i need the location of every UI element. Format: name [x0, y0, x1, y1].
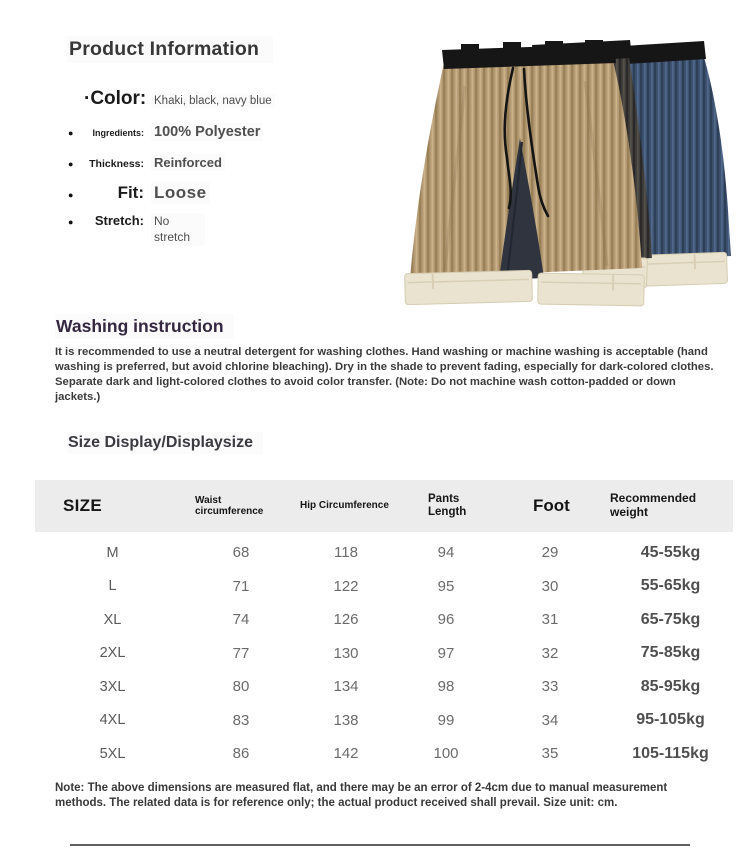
col-header-weight: Recommended weight	[610, 491, 697, 519]
spec-value-thickness: Reinforced	[151, 154, 225, 171]
cell-hip: 118	[334, 544, 358, 562]
size-table	[35, 480, 733, 771]
cell-hip: 142	[333, 745, 359, 763]
product-image-corduroy-pants	[395, 26, 745, 308]
col-header-foot: Foot	[533, 496, 570, 516]
cell-foot: 33	[541, 678, 559, 696]
size-table-header-row	[35, 480, 733, 532]
cell-pants-length: 94	[437, 544, 455, 562]
col-header-pants-length: Pants Length	[428, 492, 467, 518]
spec-label-fit: Fit:	[117, 183, 144, 202]
cell-pants-length: 100	[433, 745, 459, 763]
cell-size: 5XL	[99, 745, 126, 762]
spec-value-color: Khaki, black, navy blue	[151, 94, 275, 108]
cell-foot: 34	[541, 711, 559, 729]
cell-hip: 138	[333, 711, 359, 729]
cell-waist: 77	[232, 644, 250, 662]
spec-label-stretch: Stretch:	[94, 213, 144, 228]
spec-label-ingredients: Ingredients:	[92, 128, 144, 138]
size-display-title: Size Display/Displaysize	[67, 432, 263, 454]
table-row	[35, 603, 733, 637]
cell-waist: 83	[232, 711, 250, 729]
spec-value-fit: Loose	[151, 182, 210, 204]
col-header-size: SIZE	[63, 496, 102, 516]
cell-pants-length: 97	[437, 644, 455, 662]
cell-hip: 134	[333, 678, 359, 696]
bullet-icon: ●	[68, 128, 74, 138]
spec-value-stretch: No stretch	[151, 213, 205, 246]
washing-body: It is recommended to use a neutral detergent for washing clothes. Hand washing or machine washing is acceptable (hand washing is preferred, but avoid chlorine bleaching). Dry in the shade to prevent fading, especially for dark-colored clothes. Separate dark and light-colored clothes to avoid color transfer. (Note: Do not machine wash cotton-padded or down jackets.)	[55, 346, 714, 404]
spec-row-thickness	[68, 154, 225, 171]
cell-hip: 130	[333, 644, 359, 662]
cell-pants-length: 98	[437, 678, 455, 696]
cell-foot: 32	[541, 644, 559, 662]
spec-row-fit	[68, 182, 210, 204]
spec-label-color: ·Color:	[84, 88, 147, 109]
table-row	[35, 536, 733, 570]
cell-weight: 75-85kg	[640, 644, 701, 662]
cell-size: 3XL	[99, 678, 126, 695]
cell-weight: 45-55kg	[640, 543, 701, 561]
product-info-title: Product Information	[67, 36, 273, 63]
col-header-hip: Hip Circumference	[300, 500, 389, 512]
cell-waist: 80	[232, 678, 250, 696]
cell-foot: 29	[541, 544, 559, 562]
table-row	[35, 670, 733, 704]
cell-waist: 74	[232, 611, 250, 629]
table-row	[35, 637, 733, 671]
table-row	[35, 704, 733, 738]
washing-title: Washing instruction	[55, 314, 234, 339]
table-row	[35, 737, 733, 771]
cell-weight: 95-105kg	[636, 711, 705, 729]
cell-size: M	[106, 544, 119, 561]
cell-pants-length: 95	[437, 577, 455, 595]
cell-weight: 65-75kg	[640, 610, 701, 628]
cell-size: 2XL	[99, 645, 126, 662]
bullet-icon: ●	[68, 190, 74, 200]
bullet-icon: ●	[68, 159, 74, 169]
cell-weight: 105-115kg	[632, 744, 709, 762]
spec-label-thickness: Thickness:	[89, 158, 144, 170]
size-table-body	[35, 536, 733, 771]
size-note: Note: The above dimensions are measured flat, and there may be an error of 2-4cm due to manual measurement methods. The related data is for reference only; the actual product received shall prevail. Size unit: cm.	[55, 782, 668, 810]
cell-pants-length: 96	[437, 611, 455, 629]
spec-row-color	[68, 88, 275, 110]
cell-weight: 55-65kg	[640, 577, 701, 595]
cell-size: L	[108, 578, 117, 595]
cell-foot: 31	[541, 611, 559, 629]
bullet-icon: ●	[68, 217, 74, 227]
cell-hip: 122	[333, 577, 359, 595]
cell-size: 4XL	[99, 712, 126, 729]
table-row	[35, 570, 733, 604]
col-header-waist: Waist circumference	[195, 494, 264, 517]
cell-waist: 86	[232, 745, 250, 763]
cell-waist: 71	[232, 577, 250, 595]
spec-value-ingredients: 100% Polyester	[151, 123, 263, 141]
cell-foot: 30	[541, 577, 559, 595]
bottom-divider	[70, 844, 690, 846]
pants-khaki	[405, 40, 645, 306]
spec-row-stretch	[68, 213, 205, 246]
cell-waist: 68	[232, 544, 250, 562]
cell-pants-length: 99	[437, 711, 455, 729]
corduroy-pants-illustration	[395, 26, 745, 308]
cell-foot: 35	[541, 745, 559, 763]
cell-size: XL	[103, 611, 122, 628]
cell-weight: 85-95kg	[640, 677, 701, 695]
cell-hip: 126	[333, 611, 359, 629]
spec-row-ingredients	[68, 123, 263, 141]
